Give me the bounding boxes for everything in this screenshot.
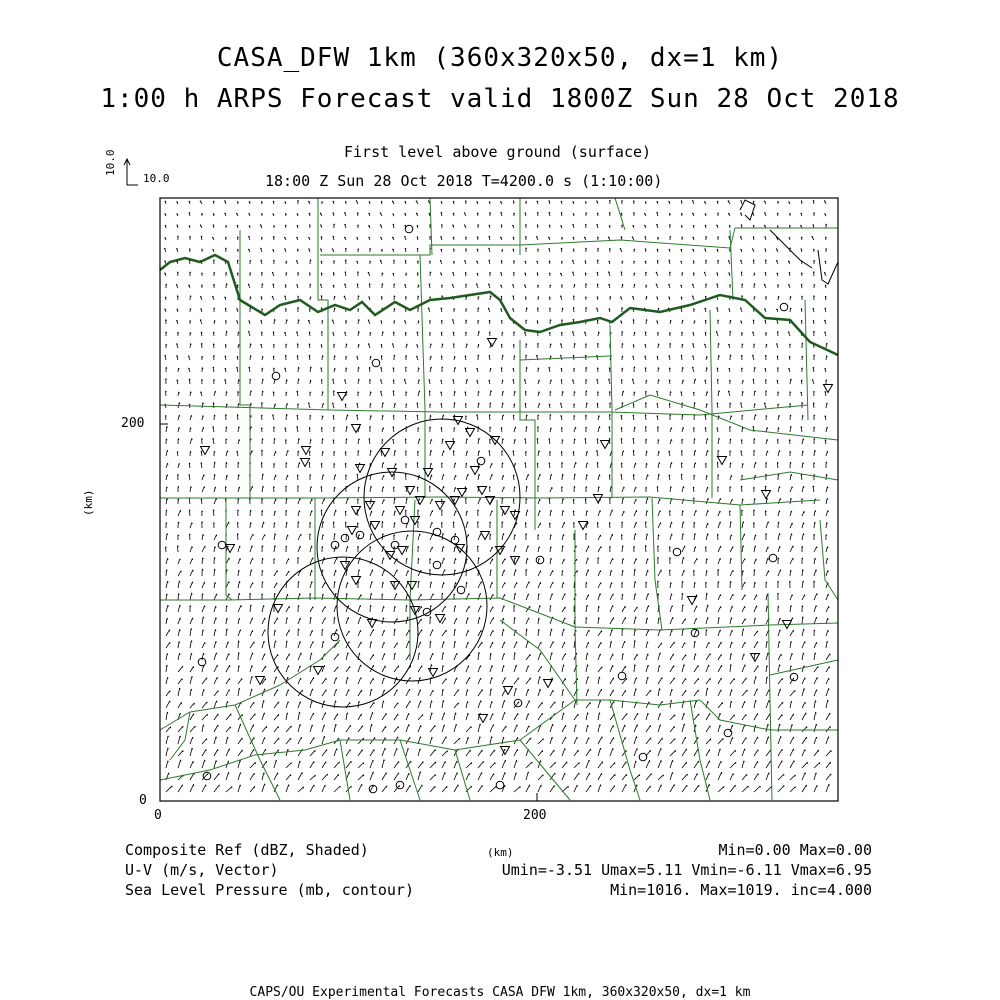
x-tick-label-200: 200	[523, 808, 547, 823]
radar-site-marker	[391, 582, 400, 590]
title-line-2: 1:00 h ARPS Forecast valid 1800Z Sun 28 Oct 2018	[100, 84, 900, 114]
station-marker	[780, 303, 788, 311]
radar-site-marker	[301, 459, 310, 467]
station-marker	[405, 225, 413, 233]
station-marker	[724, 729, 732, 737]
station-marker	[496, 781, 504, 789]
radar-site-marker	[458, 489, 467, 497]
station-marker	[372, 359, 380, 367]
radar-site-marker	[352, 577, 361, 585]
radar-site-marker	[356, 465, 365, 473]
station-marker	[433, 561, 441, 569]
slp-contour-label: Sea Level Pressure (mb, contour)	[125, 881, 414, 899]
station-marker	[769, 554, 777, 562]
valid-time-label: 18:00 Z Sun 28 Oct 2018 T=4200.0 s (1:10:00)	[265, 172, 663, 190]
y-axis-unit-label: (km)	[82, 489, 95, 516]
radar-site-marker	[408, 582, 417, 590]
level-label: First level above ground (surface)	[344, 143, 652, 161]
radar-site-marker	[488, 339, 497, 347]
station-marker	[618, 672, 626, 680]
station-marker	[536, 556, 544, 564]
station-marker	[639, 753, 647, 761]
radar-site-marker	[481, 532, 490, 540]
pressure-contours	[268, 419, 520, 707]
radar-site-marker	[368, 620, 377, 628]
station-marker	[433, 528, 441, 536]
radar-site-marker	[446, 442, 455, 450]
radar-site-marker	[371, 522, 380, 530]
station-marker	[356, 531, 364, 539]
radar-site-marker	[302, 447, 311, 455]
station-marker	[673, 548, 681, 556]
station-markers	[198, 225, 832, 793]
wind-vector-field	[164, 200, 831, 792]
station-marker	[272, 372, 280, 380]
axis-ticks	[160, 424, 537, 801]
radar-site-marker	[314, 667, 323, 675]
radar-site-marker	[594, 495, 603, 503]
radar-site-marker	[436, 502, 445, 510]
station-marker	[401, 516, 409, 524]
radar-site-marker	[352, 507, 361, 515]
radar-site-marker	[348, 527, 357, 535]
composite-ref-range: Min=0.00 Max=0.00	[718, 841, 872, 859]
title-line-1: CASA_DFW 1km (360x320x50, dx=1 km)	[216, 43, 784, 73]
x-axis-unit-label: (km)	[487, 846, 514, 859]
station-marker	[477, 457, 485, 465]
coastline-detail	[740, 200, 838, 284]
radar-site-marker	[338, 393, 347, 401]
x-tick-label-0: 0	[154, 808, 162, 823]
vector-key-vertical-label: 10.0	[104, 149, 117, 176]
radar-site-marker	[501, 507, 510, 515]
slp-contour-range: Min=1016. Max=1019. inc=4.000	[610, 881, 872, 899]
radar-site-marker	[579, 522, 588, 530]
station-marker	[341, 534, 349, 542]
pressure-contour	[268, 557, 418, 707]
station-marker	[451, 536, 459, 544]
station-marker	[457, 586, 465, 594]
composite-ref-label: Composite Ref (dBZ, Shaded)	[125, 841, 369, 859]
radar-site-marker	[478, 487, 487, 495]
vector-key-arrow	[127, 160, 138, 185]
wind-vectors	[164, 200, 831, 792]
station-marker	[790, 673, 798, 681]
radar-site-marker	[718, 457, 727, 465]
radar-site-marker	[479, 715, 488, 723]
radar-site-marker	[341, 562, 350, 570]
radar-site-marker	[256, 677, 265, 685]
vector-key-horizontal-label: 10.0	[143, 172, 170, 185]
uv-vector-label: U-V (m/s, Vector)	[125, 861, 279, 879]
radar-site-marker	[429, 669, 438, 677]
uv-vector-range: Umin=-3.51 Umax=5.11 Vmin=-6.11 Vmax=6.95	[501, 861, 872, 879]
vector-reference-key	[124, 159, 138, 185]
radar-site-marker	[601, 441, 610, 449]
footer-credit: CAPS/OU Experimental Forecasts CASA DFW 1km, 360x320x50, dx=1 km	[249, 985, 751, 1000]
radar-site-marker	[398, 547, 407, 555]
station-marker	[203, 772, 211, 780]
y-tick-label-0: 0	[139, 793, 147, 808]
radar-site-marker	[416, 497, 425, 505]
y-tick-label-200: 200	[121, 416, 145, 431]
station-marker	[396, 781, 404, 789]
radar-site-marker	[451, 497, 460, 505]
river-boundary	[160, 255, 838, 355]
radar-site-marker	[396, 507, 405, 515]
station-marker	[218, 541, 226, 549]
